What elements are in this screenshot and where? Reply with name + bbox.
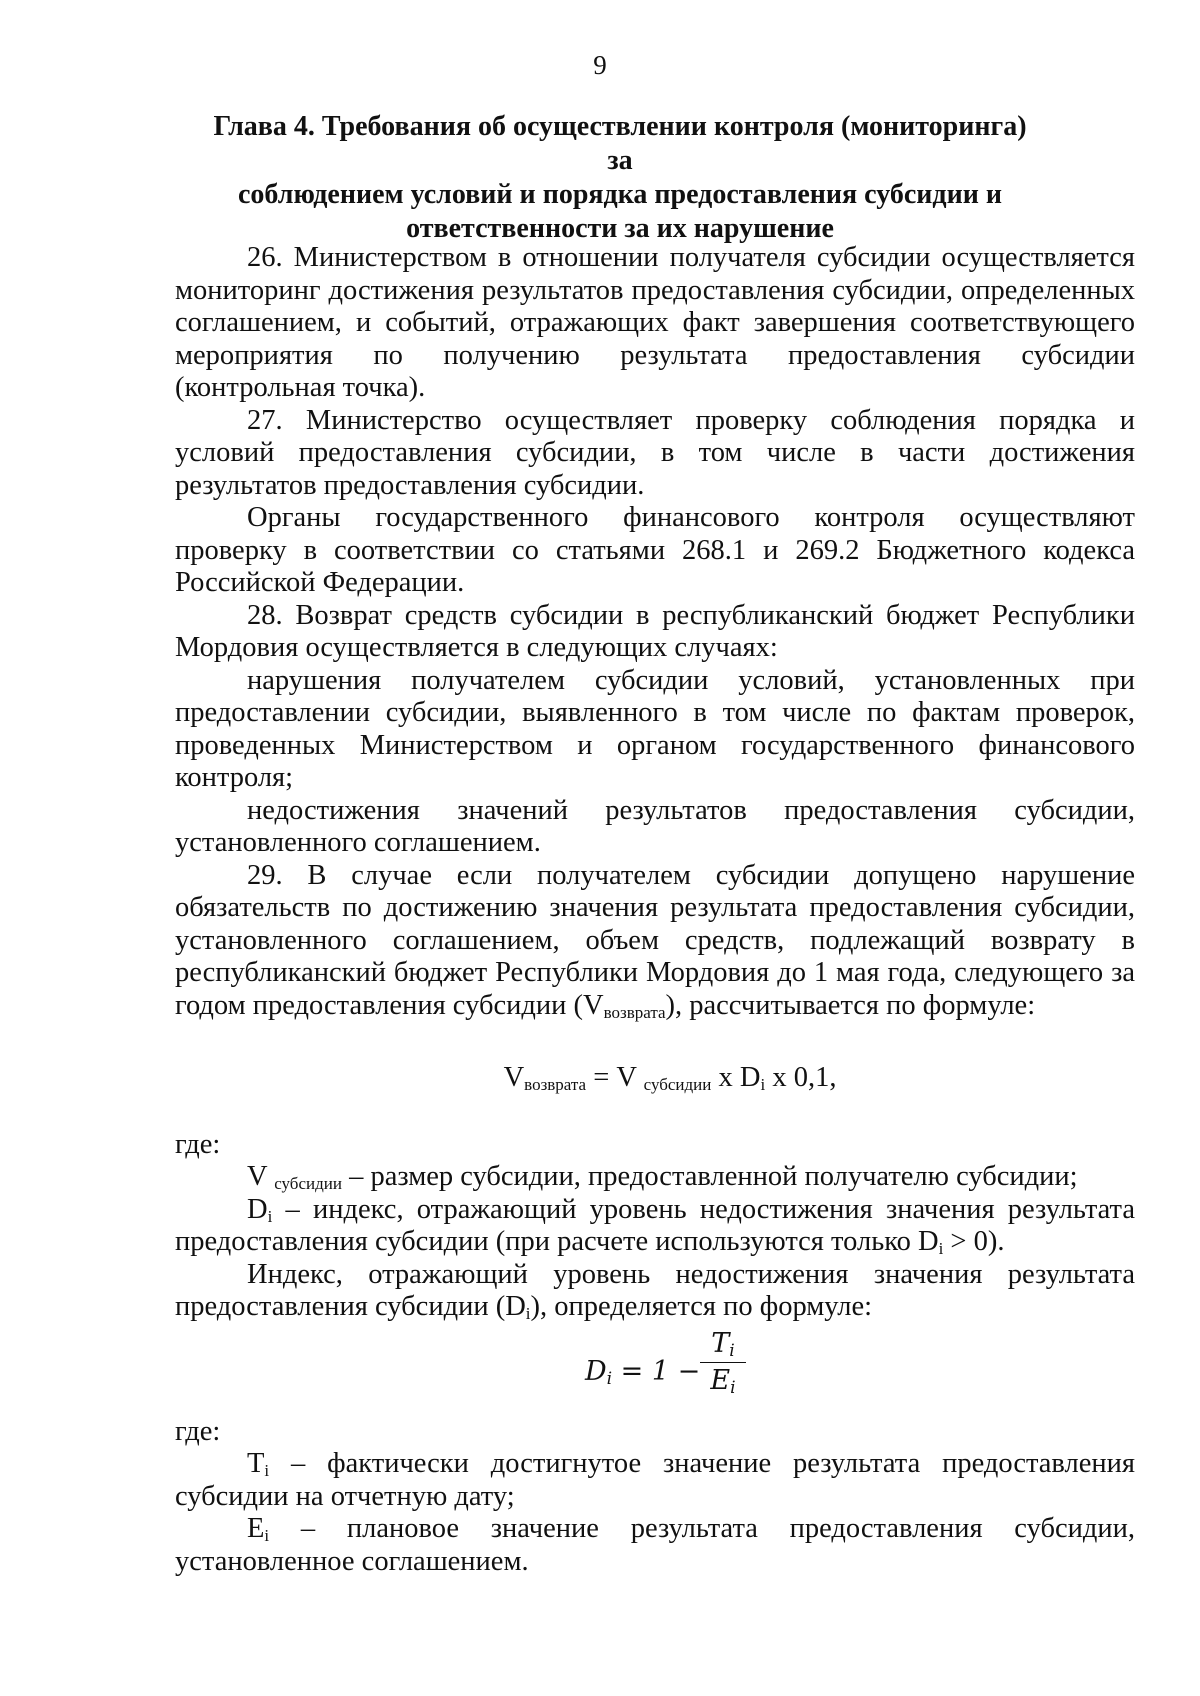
index-formula-t: T xyxy=(711,1327,730,1359)
chapter-heading-line-2: соблюдением условий и порядка предоставления субсидии и xyxy=(238,179,1002,210)
paragraph-29-text: 29. В случае если получателем субсидии допущено нарушение обязательств по достижению значения результата предоставления субсидии, установленного соглашением, объем средств, подлежащий возврату в республиканский бюджет Республики Мордовия до 1 мая года, следующего за годом предоставления субсидии (V xyxy=(175,859,1135,1021)
definition-e-symbol: E xyxy=(247,1513,265,1544)
paragraph-29-tail: ), рассчитывается по формуле: xyxy=(665,989,1036,1021)
definition-d-index xyxy=(175,1194,1135,1259)
paragraph-29-subscript: возврата xyxy=(603,1002,666,1022)
index-formula-d-subscript: i xyxy=(606,1368,613,1389)
body-text xyxy=(175,242,1135,1578)
definition-t-subscript: i xyxy=(264,1461,270,1480)
definition-e-text: – плановое значение результата предоставления субсидии, установленное соглашением. xyxy=(175,1513,1135,1577)
definition-d-symbol: D xyxy=(247,1193,268,1225)
index-formula-numerator xyxy=(700,1328,746,1363)
paragraph-29 xyxy=(175,860,1135,1023)
refund-formula-d: x D xyxy=(711,1062,761,1093)
definition-v-subsidy xyxy=(175,1161,1135,1194)
paragraph-27: 27. Министерство осуществляет проверку соблюдения порядка и условий предоставления субсидии, в том числе в части достижения результатов предоставления субсидии. xyxy=(175,404,1135,501)
refund-formula-tail: x 0,1, xyxy=(765,1062,837,1093)
paragraph-28: 28. Возврат средств субсидии в республиканский бюджет Республики Мордовия осуществляется в следующих случаях: xyxy=(175,599,1135,663)
index-formula-lhs xyxy=(585,1356,700,1389)
definition-d-subscript-2: i xyxy=(938,1239,944,1258)
definition-v-symbol: V xyxy=(247,1161,275,1192)
where-label-1: где: xyxy=(175,1128,221,1160)
definition-d-tail: > 0). xyxy=(943,1226,1005,1257)
definition-v-subscript: субсидии xyxy=(274,1174,342,1193)
index-formula-e-subscript: i xyxy=(730,1378,736,1398)
index-definition xyxy=(175,1259,1135,1324)
definition-d-subscript: i xyxy=(267,1206,273,1226)
definition-t-text: – фактически достигнутое значение результата предоставления субсидии на отчетную дату; xyxy=(175,1448,1135,1512)
refund-formula xyxy=(205,1062,1135,1095)
index-formula-e: E xyxy=(710,1365,731,1396)
index-definition-text: Индекс, отражающий уровень недостижения значения результата предоставления субсидии (D xyxy=(175,1258,1135,1322)
definition-t-symbol: T xyxy=(247,1448,265,1479)
index-formula-t-subscript: i xyxy=(729,1340,735,1361)
definition-e-subscript: i xyxy=(264,1526,270,1545)
definition-t-actual xyxy=(175,1448,1135,1513)
chapter-heading-line-3: ответственности за их нарушение xyxy=(406,213,834,244)
refund-formula-equals: = V xyxy=(586,1062,644,1093)
definition-e-planned xyxy=(175,1513,1135,1578)
index-formula-fraction xyxy=(700,1328,746,1398)
refund-formula-subsidy-subscript: субсидии xyxy=(643,1075,712,1094)
index-definition-tail: ), определяется по формуле: xyxy=(530,1291,873,1322)
paragraph-27-control-bodies: Органы государственного финансового контроля осуществляют проверку в соответствии со статьями 268.1 и 269.2 Бюджетного кодекса Российской Федерации. xyxy=(175,502,1135,598)
index-definition-subscript: i xyxy=(525,1304,531,1323)
definition-d-text: – индекс, отражающий уровень недостижения значения результата предоставления субсидии (при расчете используются только D xyxy=(175,1193,1135,1257)
paragraph-28-case-underachievement: недостижения значений результатов предоставления субсидии, установленного соглашением. xyxy=(175,794,1135,858)
index-formula xyxy=(175,1328,1135,1406)
definition-v-text: – размер субсидии, предоставленной получателю субсидии; xyxy=(341,1161,1078,1192)
paragraph-26: 26. Министерством в отношении получателя субсидии осуществляется мониторинг достижения результатов предоставления субсидии, определенных соглашением, и событий, отражающих факт завершения соответствующего мероприятия по получению результата предоставления субсидии (контрольная точка). xyxy=(175,242,1135,403)
chapter-heading xyxy=(200,110,1040,246)
page-number: 9 xyxy=(593,50,607,80)
index-formula-equals: = 1 − xyxy=(612,1355,701,1387)
paragraph-28-case-violation: нарушения получателем субсидии условий, установленных при предоставлении субсидии, выявленного в том числе по фактам проверок, проведенных Министерством и органом государственного финансового контроля; xyxy=(175,664,1135,793)
where-label-2: где: xyxy=(175,1415,221,1447)
refund-formula-v: V xyxy=(503,1062,525,1093)
refund-formula-i-subscript: i xyxy=(760,1075,766,1094)
refund-formula-v-subscript: возврата xyxy=(524,1075,587,1094)
index-formula-d: D xyxy=(585,1355,607,1387)
index-formula-denominator xyxy=(700,1363,746,1398)
chapter-heading-line-1: Глава 4. Требования об осуществлении контроля (мониторинга) за xyxy=(213,111,1027,176)
